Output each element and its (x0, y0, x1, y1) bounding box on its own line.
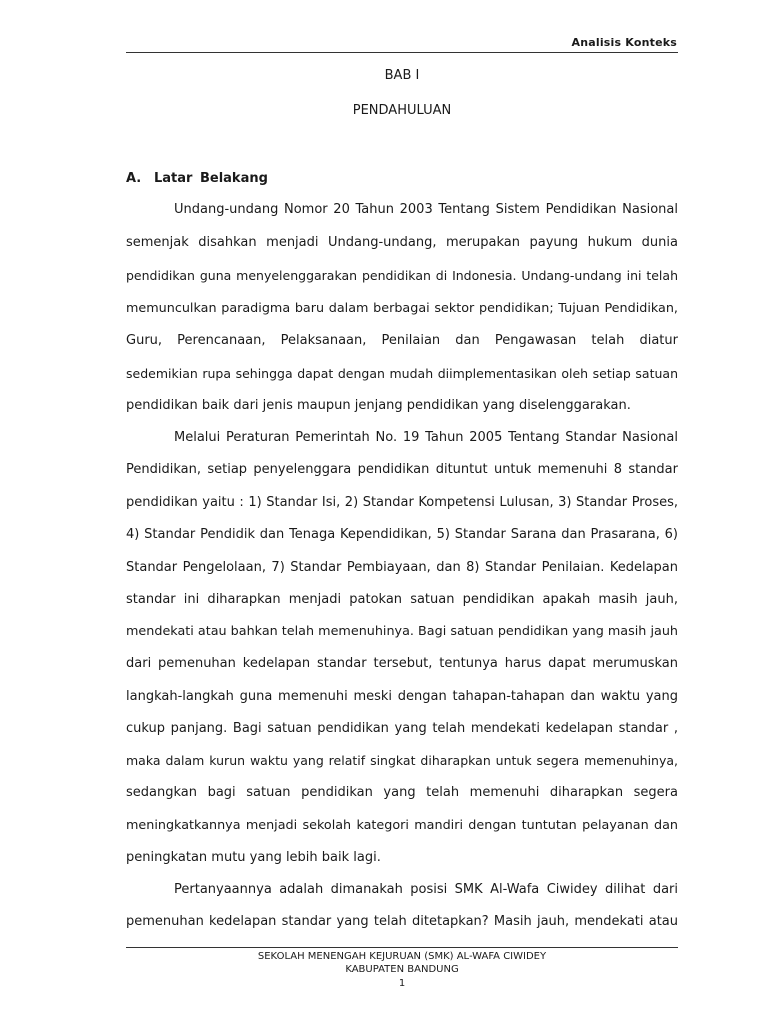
chapter-title: PENDAHULUAN (352, 103, 452, 118)
paragraph-line: sedangkan bagi satuan pendidikan yang telah memenuhi diharapkan segera (126, 785, 678, 800)
paragraph-line: pendidikan guna menyelenggarakan pendidikan di Indonesia. Undang-undang ini telah (126, 268, 678, 283)
running-header: Analisis Konteks (571, 36, 677, 49)
header-divider (126, 52, 678, 53)
paragraph-line: standar ini diharapkan menjadi patokan satuan pendidikan apakah masih jauh, (126, 592, 678, 607)
chapter-label: BAB I (384, 68, 420, 83)
section-title: Latar Belakang (154, 171, 268, 186)
paragraph-line: memunculkan paradigma baru dalam berbagai sektor pendidikan; Tujuan Pendidikan, (126, 301, 678, 316)
paragraph-line: pendidikan yaitu : 1) Standar Isi, 2) Standar Kompetensi Lulusan, 3) Standar Proses, (126, 495, 678, 510)
paragraph-line: sedemikian rupa sehingga dapat dengan mudah diimplementasikan oleh setiap satuan (126, 366, 678, 381)
paragraph-line: pendidikan baik dari jenis maupun jenjang pendidikan yang diselenggarakan. (126, 398, 631, 413)
paragraph-line: Pertanyaannya adalah dimanakah posisi SMK Al-Wafa Ciwidey dilihat dari (174, 882, 678, 897)
paragraph-line: Undang-undang Nomor 20 Tahun 2003 Tentang Sistem Pendidikan Nasional (174, 202, 678, 217)
paragraph-line: langkah-langkah guna memenuhi meski dengan tahapan-tahapan dan waktu yang (126, 689, 678, 704)
section-number: A. (126, 171, 142, 186)
paragraph-line: maka dalam kurun waktu yang relatif singkat diharapkan untuk segera memenuhinya, (126, 753, 678, 768)
footer-divider (126, 947, 678, 948)
footer-regency: KABUPATEN BANDUNG (345, 964, 459, 975)
footer-school-name: SEKOLAH MENENGAH KEJURUAN (SMK) AL-WAFA CIWIDEY (257, 951, 547, 962)
section-heading (126, 171, 268, 186)
paragraph-line: 4) Standar Pendidik dan Tenaga Kependidikan, 5) Standar Sarana dan Prasarana, 6) (126, 527, 678, 542)
paragraph-line: cukup panjang. Bagi satuan pendidikan yang telah mendekati kedelapan standar , (126, 721, 678, 736)
paragraph-line: dari pemenuhan kedelapan standar tersebut, tentunya harus dapat merumuskan (126, 656, 678, 671)
paragraph-line: meningkatkannya menjadi sekolah kategori mandiri dengan tuntutan pelayanan dan (126, 818, 678, 833)
paragraph-line: mendekati atau bahkan telah memenuhinya. Bagi satuan pendidikan yang masih jauh (126, 624, 678, 639)
page-number: 1 (398, 978, 406, 989)
paragraph-line: semenjak disahkan menjadi Undang-undang, merupakan payung hukum dunia (126, 235, 678, 250)
paragraph-line: Standar Pengelolaan, 7) Standar Pembiayaan, dan 8) Standar Penilaian. Kedelapan (126, 560, 678, 575)
paragraph-line: peningkatan mutu yang lebih baik lagi. (126, 850, 381, 865)
paragraph-line: Guru, Perencanaan, Pelaksanaan, Penilaian dan Pengawasan telah diatur (126, 333, 678, 348)
paragraph-line: Pendidikan, setiap penyelenggara pendidikan dituntut untuk memenuhi 8 standar (126, 462, 678, 477)
paragraph-line: pemenuhan kedelapan standar yang telah ditetapkan? Masih jauh, mendekati atau (126, 914, 678, 929)
paragraph-line: Melalui Peraturan Pemerintah No. 19 Tahun 2005 Tentang Standar Nasional (174, 430, 678, 445)
